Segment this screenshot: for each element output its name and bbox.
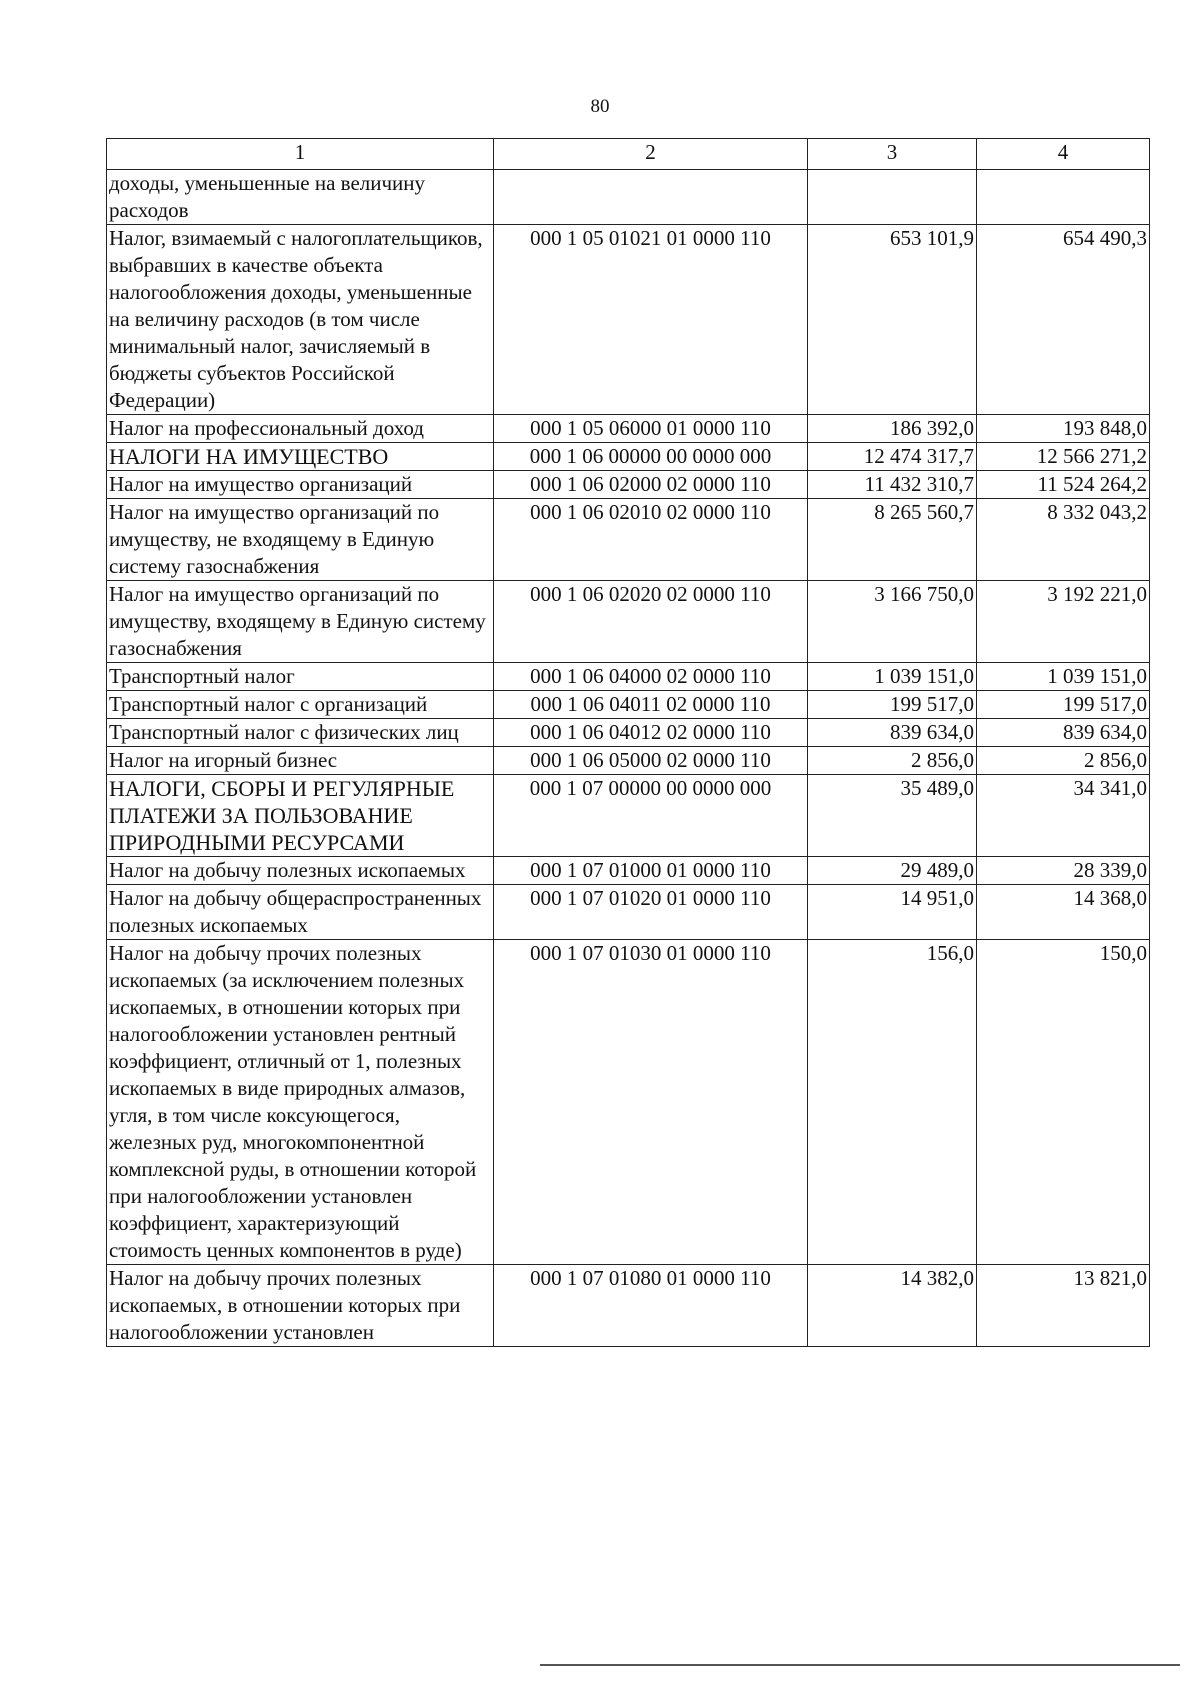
budget-revenue-table bbox=[106, 138, 1150, 1347]
row-value-4: 654 490,3 bbox=[977, 225, 1150, 415]
row-value-3: 35 489,0 bbox=[808, 775, 977, 857]
row-code: 000 1 07 01080 01 0000 110 bbox=[494, 1265, 808, 1347]
row-value-4: 8 332 043,2 bbox=[977, 499, 1150, 581]
row-name: Налог на игорный бизнес bbox=[107, 747, 494, 775]
row-code: 000 1 06 05000 02 0000 110 bbox=[494, 747, 808, 775]
column-header-4: 4 bbox=[977, 139, 1150, 170]
column-header-2: 2 bbox=[494, 139, 808, 170]
row-code bbox=[494, 170, 808, 225]
row-name: Налог на имущество организаций по имуществу, входящему в Единую систему газоснабжения bbox=[107, 581, 494, 663]
row-code: 000 1 06 04000 02 0000 110 bbox=[494, 663, 808, 691]
table-row bbox=[107, 471, 1150, 499]
row-value-3 bbox=[808, 170, 977, 225]
row-code: 000 1 06 02020 02 0000 110 bbox=[494, 581, 808, 663]
row-name: Налог на добычу прочих полезных ископаемых, в отношении которых при налогообложении установлен bbox=[107, 1265, 494, 1347]
header-row bbox=[107, 139, 1150, 170]
table-row bbox=[107, 581, 1150, 663]
row-value-4: 193 848,0 bbox=[977, 415, 1150, 443]
row-value-3: 156,0 bbox=[808, 940, 977, 1265]
row-name: Транспортный налог с физических лиц bbox=[107, 719, 494, 747]
row-code: 000 1 05 06000 01 0000 110 bbox=[494, 415, 808, 443]
row-name: Налог на добычу прочих полезных ископаемых (за исключением полезных ископаемых, в отношении которых при налогообложении установлен рентный коэффициент, отличный от 1, полезных ископаемых в виде природных алмазов, угля, в том числе коксующегося, железных руд, многокомпонентной комплексной руды, в отношении которой при налогообложении установлен коэффициент, характеризующий стоимость ценных компонентов в руде) bbox=[107, 940, 494, 1265]
row-value-3: 12 474 317,7 bbox=[808, 443, 977, 471]
row-value-4: 3 192 221,0 bbox=[977, 581, 1150, 663]
row-code: 000 1 07 00000 00 0000 000 bbox=[494, 775, 808, 857]
row-name: Налог на имущество организаций bbox=[107, 471, 494, 499]
table-row bbox=[107, 719, 1150, 747]
row-value-3: 14 382,0 bbox=[808, 1265, 977, 1347]
row-value-4: 839 634,0 bbox=[977, 719, 1150, 747]
row-value-4: 150,0 bbox=[977, 940, 1150, 1265]
row-name: Налог на добычу общераспространенных полезных ископаемых bbox=[107, 885, 494, 940]
table-body bbox=[107, 170, 1150, 1347]
row-value-4: 34 341,0 bbox=[977, 775, 1150, 857]
row-value-4: 2 856,0 bbox=[977, 747, 1150, 775]
row-name: Транспортный налог bbox=[107, 663, 494, 691]
row-value-4: 12 566 271,2 bbox=[977, 443, 1150, 471]
row-value-3: 839 634,0 bbox=[808, 719, 977, 747]
row-value-3: 29 489,0 bbox=[808, 857, 977, 885]
row-value-3: 186 392,0 bbox=[808, 415, 977, 443]
table-row bbox=[107, 747, 1150, 775]
row-value-4 bbox=[977, 170, 1150, 225]
row-code: 000 1 06 02000 02 0000 110 bbox=[494, 471, 808, 499]
row-name: Налог на добычу полезных ископаемых bbox=[107, 857, 494, 885]
row-code: 000 1 07 01000 01 0000 110 bbox=[494, 857, 808, 885]
table-row bbox=[107, 663, 1150, 691]
row-value-3: 2 856,0 bbox=[808, 747, 977, 775]
table-row bbox=[107, 857, 1150, 885]
table-row bbox=[107, 415, 1150, 443]
table-row bbox=[107, 170, 1150, 225]
row-value-3: 1 039 151,0 bbox=[808, 663, 977, 691]
row-code: 000 1 07 01030 01 0000 110 bbox=[494, 940, 808, 1265]
row-code: 000 1 05 01021 01 0000 110 bbox=[494, 225, 808, 415]
row-name: Налог на имущество организаций по имуществу, не входящему в Единую систему газоснабжения bbox=[107, 499, 494, 581]
row-code: 000 1 06 04012 02 0000 110 bbox=[494, 719, 808, 747]
table-row bbox=[107, 775, 1150, 857]
row-value-3: 14 951,0 bbox=[808, 885, 977, 940]
column-header-1: 1 bbox=[107, 139, 494, 170]
table-header bbox=[107, 139, 1150, 170]
page-number: 80 bbox=[590, 96, 610, 117]
table-row bbox=[107, 1265, 1150, 1347]
table-row bbox=[107, 225, 1150, 415]
row-name: Налог на профессиональный доход bbox=[107, 415, 494, 443]
row-value-4: 14 368,0 bbox=[977, 885, 1150, 940]
row-value-4: 1 039 151,0 bbox=[977, 663, 1150, 691]
row-value-3: 8 265 560,7 bbox=[808, 499, 977, 581]
row-code: 000 1 07 01020 01 0000 110 bbox=[494, 885, 808, 940]
row-value-4: 13 821,0 bbox=[977, 1265, 1150, 1347]
row-value-4: 11 524 264,2 bbox=[977, 471, 1150, 499]
row-name: Налог, взимаемый с налогоплательщиков, выбравших в качестве объекта налогообложения доходы, уменьшенные на величину расходов (в том числе минимальный налог, зачисляемый в бюджеты субъектов Российской Федерации) bbox=[107, 225, 494, 415]
row-value-3: 3 166 750,0 bbox=[808, 581, 977, 663]
row-code: 000 1 06 00000 00 0000 000 bbox=[494, 443, 808, 471]
row-value-3: 11 432 310,7 bbox=[808, 471, 977, 499]
row-value-4: 28 339,0 bbox=[977, 857, 1150, 885]
table-row bbox=[107, 443, 1150, 471]
row-value-4: 199 517,0 bbox=[977, 691, 1150, 719]
row-value-3: 199 517,0 bbox=[808, 691, 977, 719]
table-row bbox=[107, 691, 1150, 719]
row-code: 000 1 06 04011 02 0000 110 bbox=[494, 691, 808, 719]
bottom-divider bbox=[540, 1664, 1180, 1666]
table-row bbox=[107, 940, 1150, 1265]
row-name: доходы, уменьшенные на величину расходов bbox=[107, 170, 494, 225]
table-row bbox=[107, 499, 1150, 581]
row-name: Транспортный налог с организаций bbox=[107, 691, 494, 719]
row-value-3: 653 101,9 bbox=[808, 225, 977, 415]
column-header-3: 3 bbox=[808, 139, 977, 170]
row-name: НАЛОГИ НА ИМУЩЕСТВО bbox=[107, 443, 494, 471]
row-code: 000 1 06 02010 02 0000 110 bbox=[494, 499, 808, 581]
row-name: НАЛОГИ, СБОРЫ И РЕГУЛЯРНЫЕ ПЛАТЕЖИ ЗА ПОЛЬЗОВАНИЕ ПРИРОДНЫМИ РЕСУРСАМИ bbox=[107, 775, 494, 857]
table-row bbox=[107, 885, 1150, 940]
